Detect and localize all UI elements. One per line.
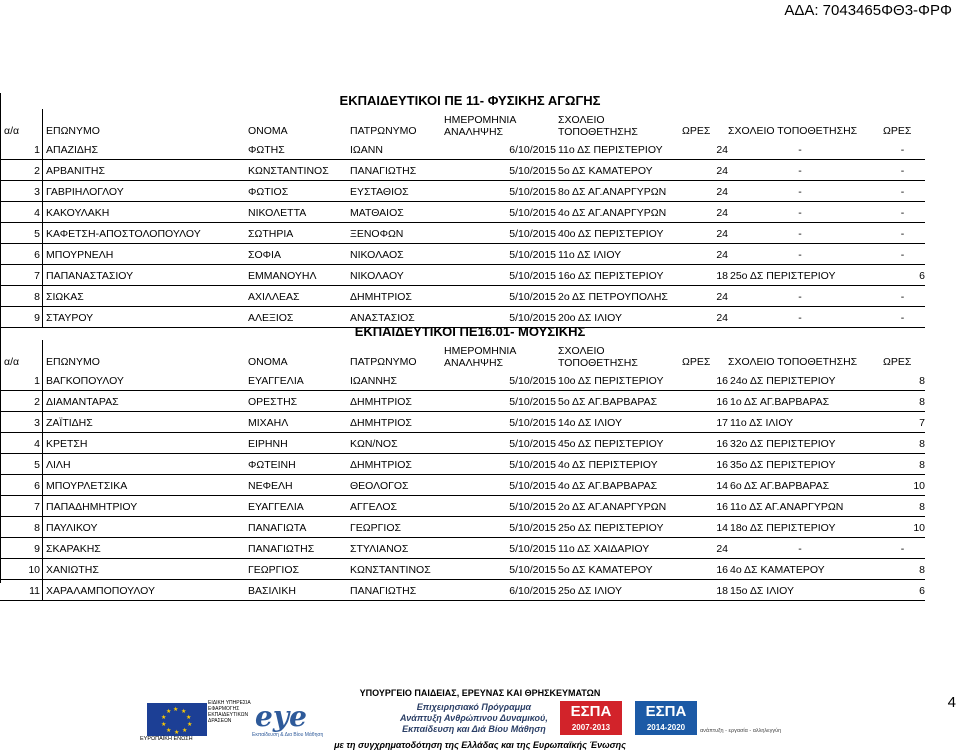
cell-name: ΝΙΚΟΛΕΤΤΑ [248,207,307,219]
cell-hours: 16 [716,564,728,576]
cell-school: 16ο ΔΣ ΠΕΡΙΣΤΕΡΙΟΥ [558,270,664,282]
header-aa: α/α [4,125,20,137]
cell-father: ΣΤΥΛΙΑΝΟΣ [350,543,409,555]
cell-date: 5/10/2015 [509,186,556,198]
header-school [558,114,678,138]
cell-father: ΔΗΜΗΤΡΙΟΣ [350,291,412,303]
cell-school2: - [798,186,802,198]
cell-father: ΠΑΝΑΓΙΩΤΗΣ [350,585,417,597]
espa-2014-logo [635,701,697,735]
cell-name: ΝΕΦΕΛΗ [248,480,293,492]
cell-aa: 10 [28,564,40,576]
header-date [444,345,544,369]
column-divider [42,538,43,558]
header-surname: ΕΠΩΝΥΜΟ [46,125,100,137]
cell-school: 4ο ΔΣ ΑΓ.ΒΑΡΒΑΡΑΣ [558,480,658,492]
cell-hours2: 8 [919,438,925,450]
cell-hours: 14 [716,480,728,492]
cell-aa: 4 [34,207,40,219]
column-divider [42,223,43,243]
footer-ministry-line: ΥΠΟΥΡΓΕΙΟ ΠΑΙΔΕΙΑΣ, ΕΡΕΥΝΑΣ ΚΑΙ ΘΡΗΣΚΕΥΜΑΤΩΝ [359,688,601,698]
eu-caption: ΕΥΡΩΠΑΪΚΗ ΕΝΩΣΗ [140,736,193,742]
cell-father: ΝΙΚΟΛΑΟΣ [350,249,404,261]
cell-surname: ΚΑΚΟΥΛΑΚΗ [46,207,110,219]
column-divider [42,517,43,537]
cell-surname: ΣΤΑΥΡΟΥ [46,312,94,324]
cell-name: ΕΥΑΓΓΕΛΙΑ [248,501,304,513]
header-father: ΠΑΤΡΩΝΥΜΟ [350,356,417,368]
cell-hours: 14 [716,522,728,534]
cell-hours: 17 [716,417,728,429]
cell-date: 5/10/2015 [509,375,556,387]
cell-aa: 8 [34,291,40,303]
cell-school2: - [798,144,802,156]
cell-date: 5/10/2015 [509,228,556,240]
cell-father: ΝΙΚΟΛΑΟΥ [350,270,404,282]
column-divider [42,265,43,285]
cell-father: ΑΓΓΕΛΟΣ [350,501,398,513]
cell-father: ΔΗΜΗΤΡΙΟΣ [350,396,412,408]
cell-school: 20ο ΔΣ ΙΛΙΟΥ [558,312,622,324]
cell-father: ΙΩΑΝΝΗΣ [350,375,398,387]
cell-school: 8ο ΔΣ ΑΓ.ΑΝΑΡΓΥΡΩΝ [558,186,667,198]
column-divider [42,160,43,180]
cell-school2: - [798,165,802,177]
espa-caption: ανάπτυξη - εργασία - αλληλεγγύη [700,728,782,734]
cell-school: 2ο ΔΣ ΑΓ.ΑΝΑΡΓΥΡΩΝ [558,501,667,513]
column-divider [42,370,43,390]
cell-name: ΕΥΑΓΓΕΛΙΑ [248,375,304,387]
sections-container [0,93,960,601]
cell-school: 5ο ΔΣ ΚΑΜΑΤΕΡΟΥ [558,564,653,576]
column-divider [42,181,43,201]
cell-hours2: - [900,186,905,198]
cell-hours2: 8 [919,501,925,513]
cell-aa: 2 [34,396,40,408]
table-header-row [0,109,925,139]
cell-date: 5/10/2015 [509,543,556,555]
cell-date: 5/10/2015 [509,291,556,303]
cell-surname: ΧΑΡΑΛΑΜΠΟΠΟΥΛΟΥ [46,585,156,597]
cell-school: 11ο ΔΣ ΠΕΡΙΣΤΕΡΙΟΥ [558,144,663,156]
cell-school2: 25ο ΔΣ ΠΕΡΙΣΤΕΡΙΟΥ [730,270,836,282]
cell-hours2: 6 [919,270,925,282]
eye-caption: Εκπαίδευση & Δια Βίου Μάθηση [252,732,324,738]
cell-hours2: - [900,207,905,219]
cell-school: 5ο ΔΣ ΑΓ.ΒΑΡΒΑΡΑΣ [558,396,658,408]
header-school [558,345,678,369]
cell-surname: ΒΑΓΚΟΠΟΥΛΟΥ [46,375,124,387]
cell-school: 11ο ΔΣ ΧΑΙΔΑΡΙΟΥ [558,543,650,555]
cell-school: 25ο ΔΣ ΠΕΡΙΣΤΕΡΙΟΥ [558,522,664,534]
cell-school2: - [798,291,802,303]
cell-hours: 24 [716,312,728,324]
cell-aa: 3 [34,186,40,198]
column-divider [42,580,43,600]
cell-school2: - [798,543,802,555]
cell-name: ΣΩΤΗΡΙΑ [248,228,294,240]
cell-date: 5/10/2015 [509,396,556,408]
table-row [0,370,925,391]
cell-surname: ΠΑΠΑΔΗΜΗΤΡΙΟΥ [46,501,138,513]
programme-line: Εκπαίδευση και Διά Βίου Μάθηση [402,724,546,734]
cell-name: ΦΩΤΕΙΝΗ [248,459,296,471]
cell-date: 6/10/2015 [509,144,556,156]
table-row [0,286,925,307]
cell-name: ΠΑΝΑΓΙΩΤΑ [248,522,307,534]
table-row [0,244,925,265]
cell-hours: 24 [716,144,728,156]
table-row [0,223,925,244]
cell-father: ΜΑΤΘΑΙΟΣ [350,207,404,219]
cell-date: 5/10/2015 [509,480,556,492]
cell-date: 5/10/2015 [509,522,556,534]
cell-surname: ΠΑΥΛΙΚΟΥ [46,522,98,534]
cell-aa: 6 [34,480,40,492]
cell-date: 5/10/2015 [509,459,556,471]
cell-school2: - [798,312,802,324]
table-row [0,496,925,517]
cell-school: 25ο ΔΣ ΙΛΙΟΥ [558,585,622,597]
table-row [0,433,925,454]
header-date-line: ΑΝΑΛΗΨΗΣ [444,357,504,369]
cell-hours2: 8 [919,375,925,387]
cell-school2: 24ο ΔΣ ΠΕΡΙΣΤΕΡΙΟΥ [730,375,836,387]
table-row [0,265,925,286]
cell-name: ΦΩΤΗΣ [248,144,285,156]
cofinance-line: με τη συγχρηματοδότηση της Ελλάδας και της Ευρωπαϊκής Ένωσης [334,740,626,750]
cell-school: 4ο ΔΣ ΑΓ.ΑΝΑΡΓΥΡΩΝ [558,207,667,219]
section-title: ΕΚΠΑΙΔΕΥΤΙΚΟΙ ΠΕ 11- ΦΥΣΙΚΗΣ ΑΓΩΓΗΣ [339,93,601,108]
header-hours2: ΩΡΕΣ [883,125,912,137]
cell-surname: ΣΙΩΚΑΣ [46,291,84,303]
espa-years: 2014-2020 [646,723,686,732]
column-divider [42,109,43,139]
header-name: ΟΝΟΜΑ [248,125,288,137]
cell-name: ΠΑΝΑΓΙΩΤΗΣ [248,543,315,555]
table-row [0,559,925,580]
header-school-line: ΣΧΟΛΕΙΟ [558,345,605,357]
cell-hours: 16 [716,396,728,408]
cell-school2: 35ο ΔΣ ΠΕΡΙΣΤΕΡΙΟΥ [730,459,836,471]
cell-name: ΕΜΜΑΝΟΥΗΛ [248,270,317,282]
cell-surname: ΛΙΛΗ [46,459,71,471]
cell-hours2: 10 [913,522,925,534]
cell-hours2: 8 [919,564,925,576]
document-ref-number: ΑΔΑ: 7043465ΦΘ3-ΦΡΦ [784,2,952,19]
cell-date: 5/10/2015 [509,501,556,513]
cell-aa: 4 [34,438,40,450]
cell-hours2: - [900,249,905,261]
cell-aa: 6 [34,249,40,261]
cell-name: ΣΟΦΙΑ [248,249,281,261]
table-row [0,391,925,412]
cell-school: 4ο ΔΣ ΠΕΡΙΣΤΕΡΙΟΥ [558,459,658,471]
table-row [0,580,925,601]
cell-school2: - [798,228,802,240]
cell-hours: 24 [716,207,728,219]
cell-hours2: - [900,228,905,240]
table-row [0,181,925,202]
cell-school: 40ο ΔΣ ΠΕΡΙΣΤΕΡΙΟΥ [558,228,664,240]
espa-label: ΕΣΠΑ [570,703,612,720]
table-row [0,454,925,475]
cell-school2: - [798,207,802,219]
cell-hours: 16 [716,459,728,471]
cell-surname: ΖΑΪΤΙΔΗΣ [46,417,93,429]
cell-aa: 1 [34,144,40,156]
cell-aa: 2 [34,165,40,177]
header-father: ΠΑΤΡΩΝΥΜΟ [350,125,417,137]
cell-father: ΚΩΝ/ΝΟΣ [350,438,398,450]
header-school2: ΣΧΟΛΕΙΟ ΤΟΠΟΘΕΤΗΣΗΣ [728,356,858,368]
table-row [0,139,925,160]
header-date [444,114,544,138]
cell-date: 5/10/2015 [509,438,556,450]
cell-name: ΟΡΕΣΤΗΣ [248,396,298,408]
column-divider [42,454,43,474]
cell-aa: 1 [34,375,40,387]
programme-line: Ανάπτυξη Ανθρώπινου Δυναμικού, [400,713,548,723]
cell-father: ΘΕΟΛΟΓΟΣ [350,480,409,492]
cell-hours: 24 [716,186,728,198]
cell-hours2: 8 [919,396,925,408]
programme-line: Επιχειρησιακό Πρόγραμμα [416,702,532,712]
footer [0,688,960,750]
header-school-line: ΤΟΠΟΘΕΤΗΣΗΣ [558,357,638,369]
cell-school2: 4ο ΔΣ ΚΑΜΑΤΕΡΟΥ [730,564,825,576]
cell-surname: ΓΑΒΡΙΗΛΟΓΛΟΥ [46,186,124,198]
cell-school2: 1ο ΔΣ ΑΓ.ΒΑΡΒΑΡΑΣ [730,396,830,408]
cell-hours2: - [900,312,905,324]
column-divider [42,340,43,370]
cell-father: ΙΩΑΝΝ [350,144,383,156]
table-row [0,160,925,181]
cell-school: 45ο ΔΣ ΠΕΡΙΣΤΕΡΙΟΥ [558,438,664,450]
table-row [0,517,925,538]
cell-name: ΓΕΩΡΓΙΟΣ [248,564,299,576]
cell-aa: 8 [34,522,40,534]
document-sheet [0,93,960,601]
cell-hours: 16 [716,375,728,387]
header-name: ΟΝΟΜΑ [248,356,288,368]
section-title: ΕΚΠΑΙΔΕΥΤΙΚΟΙ ΠΕ16.01- ΜΟΥΣΙΚΗΣ [354,324,586,339]
cell-school: 2ο ΔΣ ΠΕΤΡΟΥΠΟΛΗΣ [558,291,668,303]
cell-surname: ΜΠΟΥΡΝΕΛΗ [46,249,114,261]
cell-name: ΦΩΤΙΟΣ [248,186,289,198]
cell-hours2: 7 [919,417,925,429]
header-hours2: ΩΡΕΣ [883,356,912,368]
cell-school: 11ο ΔΣ ΙΛΙΟΥ [558,249,622,261]
espa-years: 2007-2013 [571,723,611,732]
cell-hours: 24 [716,291,728,303]
cell-hours: 16 [716,438,728,450]
cell-hours: 24 [716,165,728,177]
cell-hours2: - [900,543,905,555]
cell-father: ΚΩΝΣΤΑΝΤΙΝΟΣ [350,564,431,576]
cell-surname: ΚΡΕΤΣΗ [46,438,88,450]
header-date-line: ΗΜΕΡΟΜΗΝΙΑ [444,114,517,126]
cell-aa: 3 [34,417,40,429]
cell-father: ΑΝΑΣΤΑΣΙΟΣ [350,312,415,324]
column-divider [42,391,43,411]
column-divider [42,412,43,432]
column-divider [42,475,43,495]
cell-date: 5/10/2015 [509,207,556,219]
cell-aa: 7 [34,270,40,282]
ministry-unit: ΕΙΔΙΚΗ ΥΠΗΡΕΣΙΑ ΕΦΑΡΜΟΓΗΣ ΕΚΠΑΙΔΕΥΤΙΚΩΝ ΔΡΑΣΕΩΝ [208,700,251,724]
cell-name: ΕΙΡΗΝΗ [248,438,288,450]
cell-aa: 9 [34,543,40,555]
cell-hours2: - [900,144,905,156]
cell-father: ΞΕΝΟΦΩΝ [350,228,404,240]
cell-hours: 18 [716,585,728,597]
cell-hours2: 8 [919,459,925,471]
eye-logo: eye [255,700,307,733]
cell-school2: 6ο ΔΣ ΑΓ.ΒΑΡΒΑΡΑΣ [730,480,830,492]
cell-father: ΔΗΜΗΤΡΙΟΣ [350,459,412,471]
cell-name: ΑΧΙΛΛΕΑΣ [248,291,300,303]
table-row [0,475,925,496]
espa-label: ΕΣΠΑ [645,703,687,720]
cell-name: ΚΩΝΣΤΑΝΤΙΝΟΣ [248,165,329,177]
cell-date: 5/10/2015 [509,417,556,429]
cell-date: 5/10/2015 [509,564,556,576]
cell-hours: 24 [716,543,728,555]
header-date-line: ΗΜΕΡΟΜΗΝΙΑ [444,345,517,357]
cell-surname: ΑΡΒΑΝΙΤΗΣ [46,165,106,177]
cell-father: ΕΥΣΤΑΘΙΟΣ [350,186,409,198]
cell-surname: ΑΠΑΖΙΔΗΣ [46,144,99,156]
header-surname: ΕΠΩΝΥΜΟ [46,356,100,368]
table-row [0,412,925,433]
cell-aa: 7 [34,501,40,513]
column-divider [42,496,43,516]
cell-aa: 11 [29,585,40,597]
cell-school2: 11ο ΔΣ ΙΛΙΟΥ [730,417,794,429]
programme-text [400,702,548,735]
cell-hours2: 10 [913,480,925,492]
cell-hours: 18 [716,270,728,282]
cell-school: 14ο ΔΣ ΙΛΙΟΥ [558,417,622,429]
column-divider [42,559,43,579]
table-row [0,202,925,223]
cell-surname: ΠΑΠΑΝΑΣΤΑΣΙΟΥ [46,270,134,282]
cell-aa: 9 [34,312,40,324]
header-date-line: ΑΝΑΛΗΨΗΣ [444,126,504,138]
header-aa: α/α [4,356,20,368]
cell-name: ΜΙΧΑΗΛ [248,417,289,429]
cell-name: ΑΛΕΞΙΟΣ [248,312,294,324]
header-school-line: ΤΟΠΟΘΕΤΗΣΗΣ [558,126,638,138]
eu-flag-icon: ★ ★ ★ ★ ★ ★ ★ ★ ★ ★ [147,703,207,736]
cell-school2: 15ο ΔΣ ΙΛΙΟΥ [730,585,794,597]
cell-hours2: - [900,165,905,177]
cell-surname: ΧΑΝΙΩΤΗΣ [46,564,99,576]
column-divider [42,202,43,222]
cell-father: ΠΑΝΑΓΙΩΤΗΣ [350,165,417,177]
espa-2007-logo [560,701,622,735]
cell-school: 5ο ΔΣ ΚΑΜΑΤΕΡΟΥ [558,165,653,177]
table-row [0,538,925,559]
column-divider [42,244,43,264]
cell-surname: ΚΑΦΕΤΣΗ-ΑΠΟΣΤΟΛΟΠΟΥΛΟΥ [46,228,201,240]
header-hours: ΩΡΕΣ [682,125,711,137]
header-school2: ΣΧΟΛΕΙΟ ΤΟΠΟΘΕΤΗΣΗΣ [728,125,858,137]
cell-hours2: 6 [919,585,925,597]
table-header-row [0,340,925,370]
cell-school2: 11ο ΔΣ ΑΓ.ΑΝΑΡΓΥΡΩΝ [730,501,844,513]
header-hours: ΩΡΕΣ [682,356,711,368]
cell-date: 5/10/2015 [509,312,556,324]
cell-hours2: - [900,291,905,303]
column-divider [42,433,43,453]
cell-aa: 5 [34,459,40,471]
cell-hours: 24 [716,228,728,240]
cell-date: 5/10/2015 [509,249,556,261]
column-divider [42,139,43,159]
cell-school2: - [798,249,802,261]
cell-father: ΔΗΜΗΤΡΙΟΣ [350,417,412,429]
cell-aa: 5 [34,228,40,240]
cell-school2: 32ο ΔΣ ΠΕΡΙΣΤΕΡΙΟΥ [730,438,836,450]
header-school-line: ΣΧΟΛΕΙΟ [558,114,605,126]
column-divider [42,286,43,306]
cell-date: 5/10/2015 [509,270,556,282]
cell-surname: ΔΙΑΜΑΝΤΑΡΑΣ [46,396,119,408]
cell-hours: 16 [716,501,728,513]
cell-date: 6/10/2015 [509,585,556,597]
cell-father: ΓΕΩΡΓΙΟΣ [350,522,401,534]
cell-date: 5/10/2015 [509,165,556,177]
cell-surname: ΣΚΑΡΑΚΗΣ [46,543,101,555]
cell-surname: ΜΠΟΥΡΛΕΤΣΙΚΑ [46,480,128,492]
cell-hours: 24 [716,249,728,261]
cell-school2: 18ο ΔΣ ΠΕΡΙΣΤΕΡΙΟΥ [730,522,836,534]
cell-school: 10ο ΔΣ ΠΕΡΙΣΤΕΡΙΟΥ [558,375,664,387]
page-number: 4 [947,694,956,711]
cell-name: ΒΑΣΙΛΙΚΗ [248,585,296,597]
